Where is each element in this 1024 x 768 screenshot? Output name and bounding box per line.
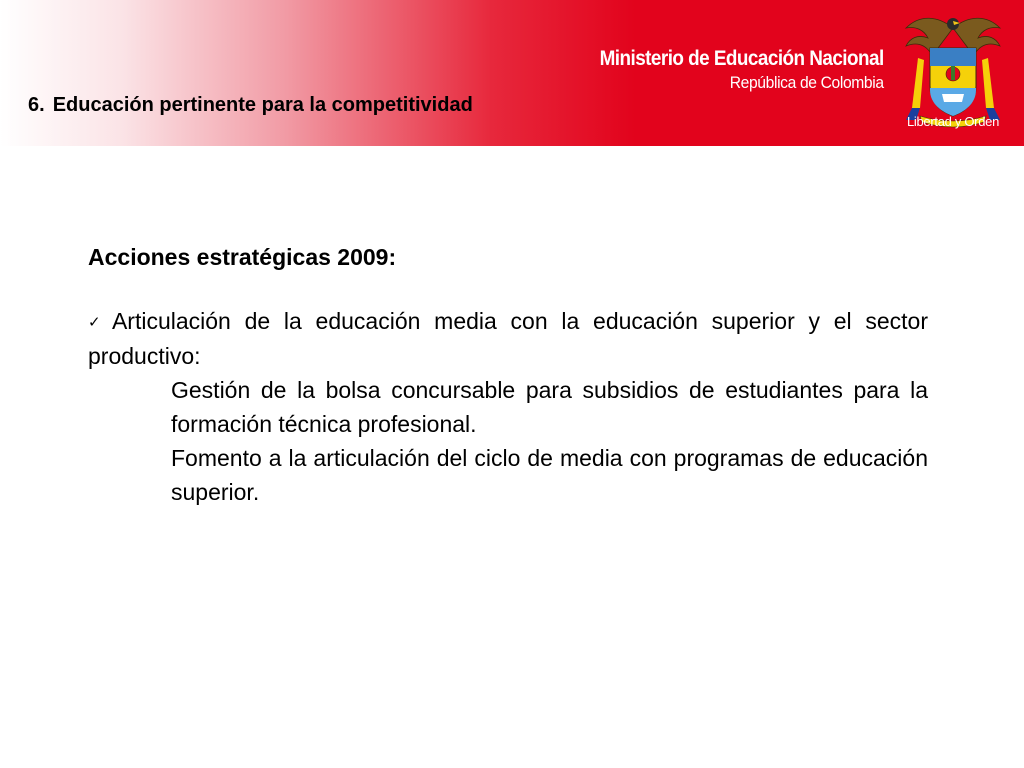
sub-item-1: Gestión de la bolsa concursable para subsidios de estudiantes para la formación técnica profesional. [171,377,928,437]
slide-title-text: Educación pertinente para la competitividad [52,94,473,116]
sub-item-2: Fomento a la articulación del ciclo de media con programas de educación superior. [171,445,928,505]
bullet-item [88,304,928,373]
crest-motto: Libertad y Orden [906,114,1000,129]
slide-content [88,240,928,509]
ministry-block [568,46,884,94]
slide-number: 6. [28,94,45,116]
checkmark-icon: ✓ [88,313,108,331]
section-heading: Acciones estratégicas 2009: [88,244,397,270]
slide-title [28,92,473,118]
country-name: República de Colombia [730,73,884,92]
bullet-text: Articulación de la educación media con la educación superior y el sector productivo: [88,308,928,369]
ministry-name: Ministerio de Educación Nacional [599,47,884,70]
header-banner [0,0,1024,146]
